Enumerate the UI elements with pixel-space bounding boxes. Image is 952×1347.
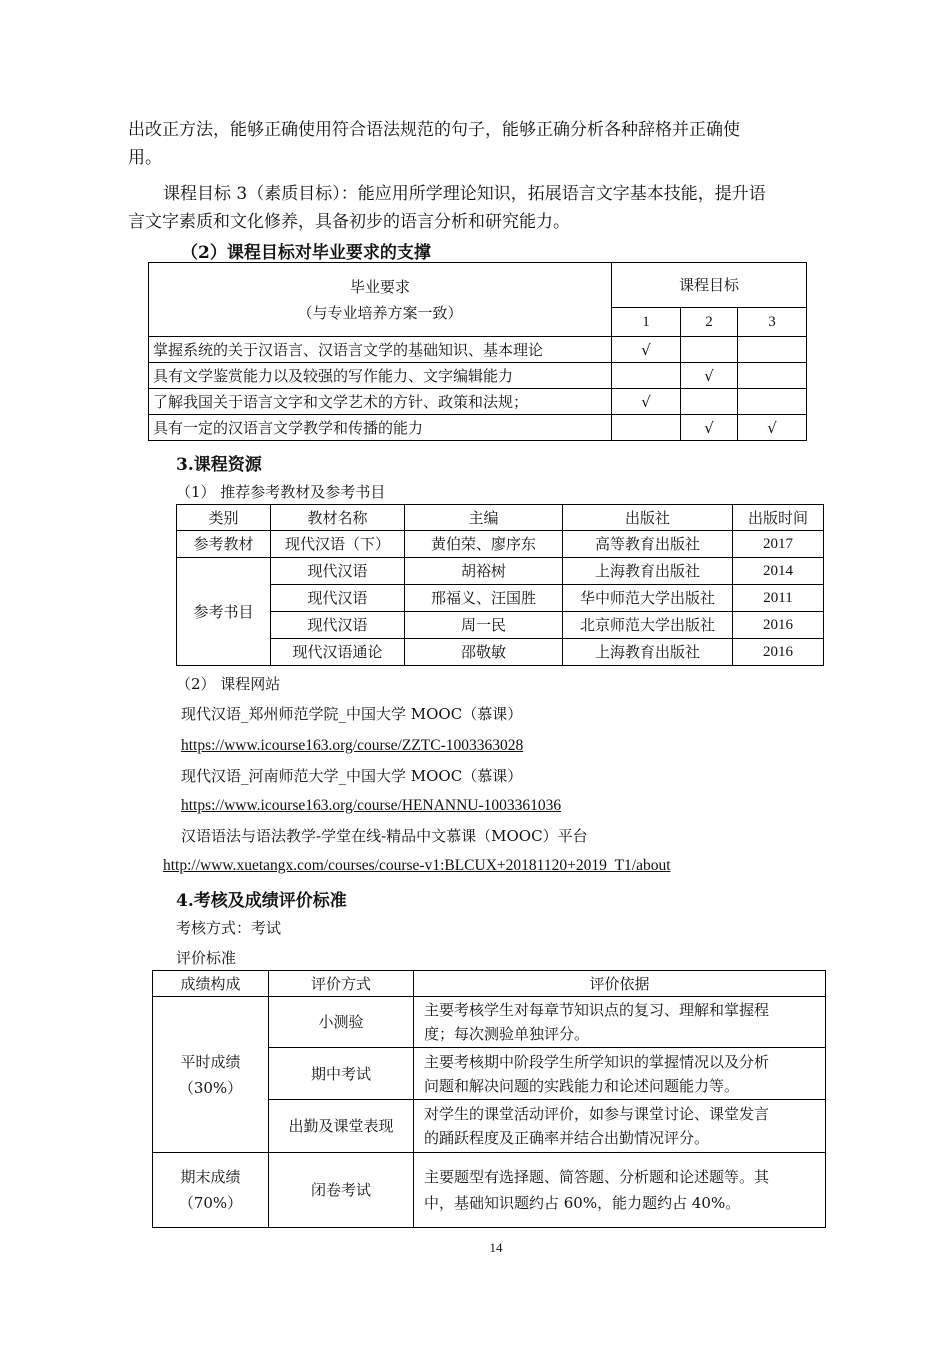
check-cell — [612, 363, 681, 389]
editor-cell: 周一民 — [405, 612, 563, 639]
check-cell — [738, 363, 807, 389]
intro-line-4: 言文字素质和文化修养，具备初步的语言分析和研究能力。 — [128, 212, 570, 232]
method-cell: 出勤及课堂表现 — [269, 1100, 414, 1153]
book-name-cell: 现代汉语 — [271, 612, 405, 639]
table-row — [177, 585, 824, 612]
page-number: 14 — [489, 1240, 503, 1255]
header-publisher: 出版社 — [563, 505, 733, 531]
check-cell: √ — [681, 363, 738, 389]
basis-cell: 主要考核期中阶段学生所学知识的掌握情况以及分析 问题和解决问题的实践能力和论述问题能力等。 — [414, 1048, 826, 1100]
book-name-cell: 现代汉语 — [271, 585, 405, 612]
publisher-cell: 上海教育出版社 — [563, 639, 733, 666]
exam-method: 考核方式：考试 — [176, 919, 282, 937]
method-cell: 期中考试 — [269, 1048, 414, 1100]
final-grade-cell: 期末成绩 （70%） — [153, 1153, 269, 1228]
publisher-cell: 上海教育出版社 — [563, 558, 733, 585]
publisher-cell: 华中师范大学出版社 — [563, 585, 733, 612]
goal-num-3: 3 — [738, 308, 807, 337]
section2-heading: （2）课程目标对毕业要求的支撑 — [181, 243, 431, 263]
section4-heading: 4.考核及成绩评价标准 — [176, 891, 347, 911]
table-row — [149, 415, 807, 441]
check-cell: √ — [612, 337, 681, 363]
header-graduation-requirement: 毕业要求 （与专业培养方案一致） — [149, 263, 612, 337]
year-cell: 2016 — [733, 639, 824, 666]
book-name-cell: 现代汉语（下） — [271, 531, 405, 558]
table-row — [149, 337, 807, 363]
publisher-cell: 高等教育出版社 — [563, 531, 733, 558]
site1-link[interactable]: https://www.icourse163.org/course/ZZTC-1003363028 — [181, 737, 524, 754]
basis-cell: 对学生的课堂活动评价，如参与课堂讨论、课堂发言 的踊跃程度及正确率并结合出勤情况评分。 — [414, 1100, 826, 1153]
book-name-cell: 现代汉语 — [271, 558, 405, 585]
requirement-cell: 具有文学鉴赏能力以及较强的写作能力、文字编辑能力 — [149, 363, 612, 389]
eval-label: 评价标准 — [176, 949, 237, 967]
requirement-cell: 具有一定的汉语言文学教学和传播的能力 — [149, 415, 612, 441]
support-table — [148, 262, 807, 441]
site3-title: 汉语语法与语法教学-学堂在线-精品中文慕课（MOOC）平台 — [181, 827, 588, 845]
table-row — [153, 1153, 826, 1228]
intro-line-2: 用。 — [128, 148, 162, 168]
header-editor: 主编 — [405, 505, 563, 531]
websites-subheading: （2） 课程网站 — [176, 675, 281, 693]
goal-num-1: 1 — [612, 308, 681, 337]
header-eval-basis: 评价依据 — [414, 971, 826, 997]
editor-cell: 黄伯荣、廖序东 — [405, 531, 563, 558]
books-subheading: （1） 推荐参考教材及参考书目 — [176, 483, 386, 501]
check-cell — [681, 389, 738, 415]
table-row — [177, 639, 824, 666]
method-cell: 闭卷考试 — [269, 1153, 414, 1228]
table-row — [177, 531, 824, 558]
editor-cell: 胡裕树 — [405, 558, 563, 585]
regular-grade-cell: 平时成绩 （30%） — [153, 997, 269, 1153]
editor-cell: 邢福义、汪国胜 — [405, 585, 563, 612]
check-cell: √ — [612, 389, 681, 415]
year-cell: 2016 — [733, 612, 824, 639]
editor-cell: 邵敬敏 — [405, 639, 563, 666]
year-cell: 2017 — [733, 531, 824, 558]
table-row — [149, 389, 807, 415]
table-row — [177, 558, 824, 585]
check-cell — [738, 389, 807, 415]
table-row — [177, 612, 824, 639]
header-category: 类别 — [177, 505, 271, 531]
requirement-cell: 了解我国关于语言文字和文学艺术的方针、政策和法规； — [149, 389, 612, 415]
year-cell: 2011 — [733, 585, 824, 612]
table-row — [149, 363, 807, 389]
publisher-cell: 北京师范大学出版社 — [563, 612, 733, 639]
site2-link[interactable]: https://www.icourse163.org/course/HENANNU-1003361036 — [181, 797, 562, 814]
book-name-cell: 现代汉语通论 — [271, 639, 405, 666]
category-cell: 参考书目 — [177, 558, 271, 666]
intro-line-1: 出改正方法，能够正确使用符合语法规范的句子，能够正确分析各种辞格并正确使 — [128, 120, 740, 140]
header-course-goal: 课程目标 — [612, 263, 807, 308]
year-cell: 2014 — [733, 558, 824, 585]
site1-title: 现代汉语_郑州师范学院_中国大学 MOOC（慕课） — [181, 705, 523, 723]
section3-heading: 3.课程资源 — [176, 455, 262, 475]
basis-cell: 主要考核学生对每章节知识点的复习、理解和掌握程 度；每次测验单独评分。 — [414, 997, 826, 1048]
check-cell — [612, 415, 681, 441]
category-cell: 参考教材 — [177, 531, 271, 558]
header-pub-year: 出版时间 — [733, 505, 824, 531]
site2-title: 现代汉语_河南师范大学_中国大学 MOOC（慕课） — [181, 767, 523, 785]
header-eval-method: 评价方式 — [269, 971, 414, 997]
check-cell — [738, 337, 807, 363]
method-cell: 小测验 — [269, 997, 414, 1048]
table-row — [153, 997, 826, 1048]
basis-cell: 主要题型有选择题、简答题、分析题和论述题等。其 中，基础知识题约占 60%，能力题约占 40%。 — [414, 1153, 826, 1228]
header-grade-composition: 成绩构成 — [153, 971, 269, 997]
intro-line-3: 课程目标 3（素质目标）：能应用所学理论知识，拓展语言文字基本技能，提升语 — [163, 184, 766, 204]
eval-table — [152, 970, 826, 1228]
requirement-cell: 掌握系统的关于汉语言、汉语言文学的基础知识、基本理论 — [149, 337, 612, 363]
header-book-name: 教材名称 — [271, 505, 405, 531]
check-cell: √ — [738, 415, 807, 441]
check-cell — [681, 337, 738, 363]
books-table — [176, 504, 824, 666]
goal-num-2: 2 — [681, 308, 738, 337]
check-cell: √ — [681, 415, 738, 441]
site3-link[interactable]: http://www.xuetangx.com/courses/course-v1:BLCUX+20181120+2019_T1/about — [163, 857, 671, 874]
